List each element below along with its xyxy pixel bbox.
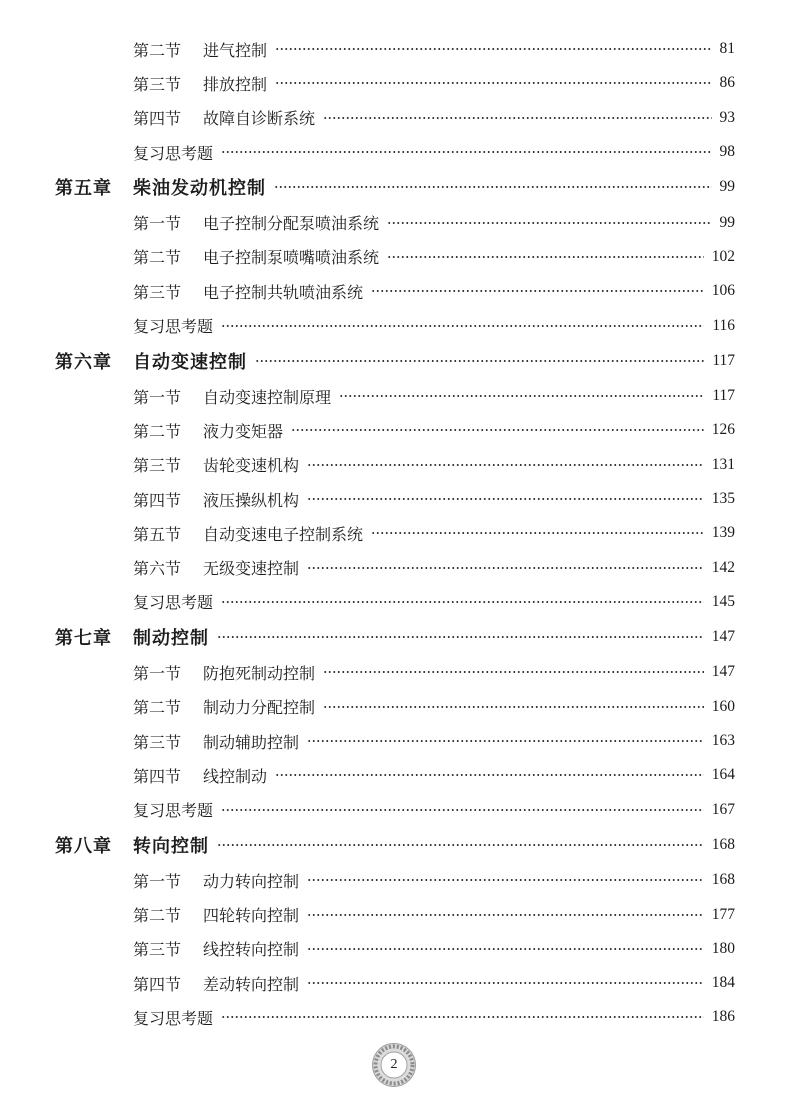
page-ref: 167 (711, 800, 735, 818)
toc-section-row (0, 274, 790, 308)
section-title: 故障自诊断系统 (203, 109, 316, 129)
dot-leader (275, 773, 704, 777)
dot-leader (221, 150, 711, 154)
dot-leader (307, 497, 704, 501)
section-title: 线控制动 (203, 766, 268, 786)
dot-leader (275, 47, 711, 51)
dot-leader (323, 116, 711, 120)
section-title: 电子控制共轨喷油系统 (203, 282, 364, 302)
page-ref: 168 (711, 871, 735, 889)
dot-leader (217, 843, 704, 847)
section-number: 第四节 (133, 974, 182, 994)
page-ref: 180 (711, 939, 735, 957)
section-number: 第二节 (133, 698, 182, 718)
toc-section-row (0, 32, 790, 66)
section-number: 第六节 (133, 559, 182, 579)
chapter-title: 柴油发动机控制 (133, 178, 266, 200)
section-number: 第三节 (133, 940, 182, 960)
dot-leader (307, 981, 704, 985)
page-ref: 168 (711, 835, 735, 853)
section-number: 第一节 (133, 663, 182, 683)
section-number: 第二节 (133, 248, 182, 268)
page-ref: 184 (711, 974, 735, 992)
chapter-title: 制动控制 (133, 628, 209, 650)
section-number: 第五节 (133, 524, 182, 544)
toc-section-row (0, 66, 790, 100)
dot-leader (307, 947, 704, 951)
section-title: 动力转向控制 (203, 871, 300, 891)
toc-section-row (0, 724, 790, 758)
section-title: 自动变速控制原理 (203, 387, 332, 407)
toc-section-row (0, 966, 790, 1000)
dot-leader (323, 670, 704, 674)
review-title: 复习思考题 (133, 317, 214, 337)
toc-section-row (0, 655, 790, 689)
page-ref: 117 (712, 387, 735, 405)
toc-review-row (0, 585, 790, 619)
toc-section-row (0, 240, 790, 274)
dot-leader (387, 221, 711, 225)
page-ref: 142 (711, 558, 735, 576)
toc-section-row (0, 863, 790, 897)
dot-leader (307, 913, 704, 917)
toc-section-row (0, 897, 790, 931)
dot-leader (291, 428, 704, 432)
toc-section-row (0, 690, 790, 724)
section-number: 第一节 (133, 871, 182, 891)
section-number: 第三节 (133, 282, 182, 302)
section-title: 液压操纵机构 (203, 490, 300, 510)
toc-chapter-row (0, 343, 790, 379)
chapter-number: 第八章 (55, 835, 112, 857)
page-ref: 117 (712, 351, 735, 369)
toc-section-row (0, 758, 790, 792)
toc-section-row (0, 550, 790, 584)
dot-leader (307, 739, 704, 743)
toc-review-row (0, 793, 790, 827)
dot-leader (221, 600, 704, 604)
page-ref: 116 (712, 316, 735, 334)
dot-leader (323, 705, 704, 709)
section-number: 第四节 (133, 490, 182, 510)
dot-leader (221, 808, 704, 812)
toc-review-row (0, 308, 790, 342)
review-title: 复习思考题 (133, 801, 214, 821)
dot-leader (387, 255, 704, 259)
dot-leader (307, 878, 704, 882)
section-title: 自动变速电子控制系统 (203, 524, 364, 544)
section-title: 差动转向控制 (203, 974, 300, 994)
toc-section-row (0, 101, 790, 135)
page-ref: 163 (711, 732, 735, 750)
section-number: 第二节 (133, 40, 182, 60)
section-title: 无级变速控制 (203, 559, 300, 579)
section-title: 线控转向控制 (203, 940, 300, 960)
dot-leader (371, 531, 704, 535)
dot-leader (217, 635, 704, 639)
page-ref: 147 (711, 628, 735, 646)
dot-leader (339, 394, 704, 398)
page-number-badge (369, 1040, 419, 1090)
section-number: 第二节 (133, 421, 182, 441)
page-ref: 164 (711, 766, 735, 784)
dot-leader (275, 81, 711, 85)
toc-chapter-row (0, 619, 790, 655)
page-ref: 99 (719, 213, 735, 231)
chapter-number: 第五章 (55, 178, 112, 200)
section-title: 液力变矩器 (203, 421, 284, 441)
page-ref: 99 (719, 178, 735, 196)
section-number: 第三节 (133, 74, 182, 94)
page-ref: 139 (711, 524, 735, 542)
review-title: 复习思考题 (133, 593, 214, 613)
page-ref: 98 (719, 143, 735, 161)
page-ref: 106 (711, 282, 735, 300)
dot-leader (255, 359, 704, 363)
section-title: 电子控制泵喷嘴喷油系统 (203, 248, 380, 268)
section-number: 第四节 (133, 766, 182, 786)
page-ref: 81 (719, 40, 735, 58)
dot-leader (274, 185, 712, 189)
page-ref: 145 (711, 592, 735, 610)
review-title: 复习思考题 (133, 1008, 214, 1028)
section-title: 齿轮变速机构 (203, 456, 300, 476)
page-ref: 131 (711, 455, 735, 473)
page-ref: 126 (711, 421, 735, 439)
review-title: 复习思考题 (133, 143, 214, 163)
toc-chapter-row (0, 827, 790, 863)
table-of-contents (0, 32, 790, 1035)
toc-section-row (0, 448, 790, 482)
section-number: 第一节 (133, 387, 182, 407)
toc-section-row (0, 932, 790, 966)
toc-section-row (0, 379, 790, 413)
toc-section-row (0, 205, 790, 239)
toc-section-row (0, 413, 790, 447)
toc-chapter-row (0, 169, 790, 205)
toc-review-row (0, 135, 790, 169)
page-ref: 102 (711, 247, 735, 265)
dot-leader (221, 324, 704, 328)
page-ref: 147 (711, 663, 735, 681)
section-title: 防抱死制动控制 (203, 663, 316, 683)
section-title: 制动辅助控制 (203, 732, 300, 752)
toc-review-row (0, 1000, 790, 1034)
toc-section-row (0, 482, 790, 516)
page-ref: 93 (719, 108, 735, 126)
dot-leader (371, 289, 704, 293)
section-number: 第三节 (133, 732, 182, 752)
toc-section-row (0, 516, 790, 550)
page-number: 2 (390, 1057, 398, 1072)
chapter-number: 第七章 (55, 628, 112, 650)
dot-leader (221, 1015, 704, 1019)
section-title: 电子控制分配泵喷油系统 (203, 214, 380, 234)
section-number: 第四节 (133, 109, 182, 129)
dot-leader (307, 566, 704, 570)
chapter-title: 转向控制 (133, 835, 209, 857)
page-ref: 86 (719, 74, 735, 92)
dot-leader (307, 463, 704, 467)
section-title: 制动力分配控制 (203, 698, 316, 718)
page-ref: 177 (711, 905, 735, 923)
page-ref: 160 (711, 697, 735, 715)
section-title: 进气控制 (203, 40, 268, 60)
section-number: 第二节 (133, 906, 182, 926)
page-ref: 135 (711, 490, 735, 507)
section-number: 第三节 (133, 456, 182, 476)
section-title: 排放控制 (203, 74, 268, 94)
page-ref: 186 (711, 1008, 735, 1026)
chapter-number: 第六章 (55, 351, 112, 373)
chapter-title: 自动变速控制 (133, 351, 247, 373)
section-title: 四轮转向控制 (203, 906, 300, 926)
section-number: 第一节 (133, 214, 182, 234)
